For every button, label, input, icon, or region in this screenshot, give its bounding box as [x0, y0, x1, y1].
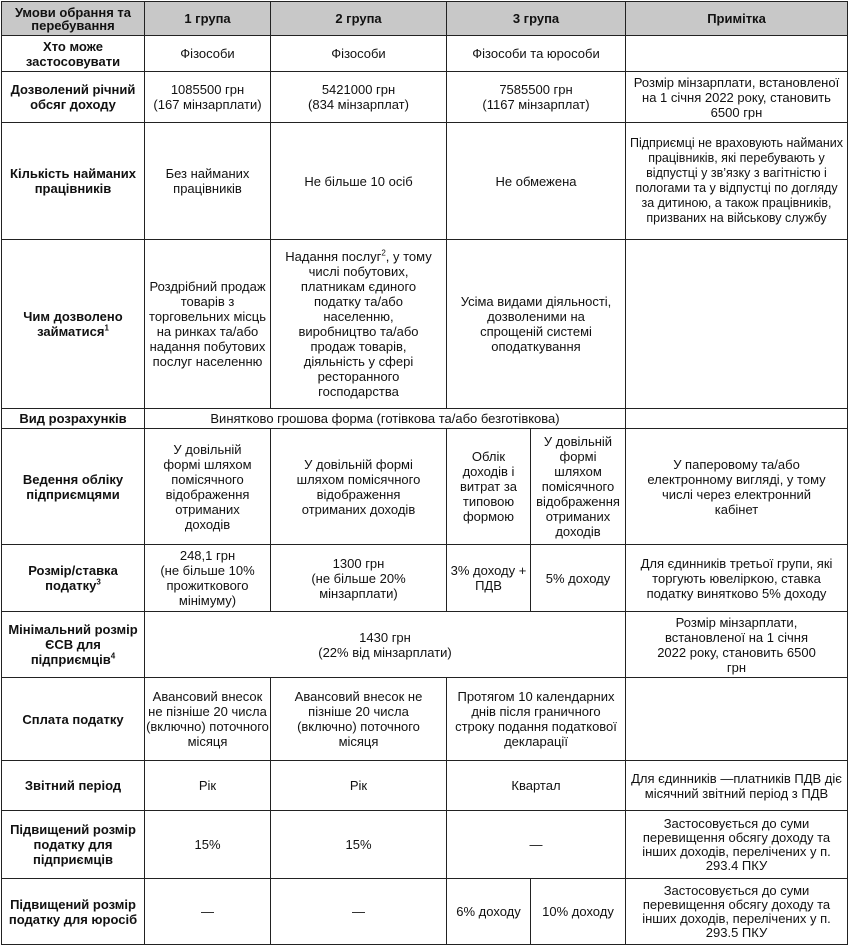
- header-group-2: 2 група: [271, 2, 447, 36]
- cell-who-g2: Фізособи: [271, 36, 447, 72]
- row-label-period: Звітний період: [2, 761, 145, 811]
- footnote-mark: 2: [381, 248, 386, 258]
- cell-higher-legal-g3a: 6% доходу: [447, 879, 531, 945]
- row-label-accounting: Ведення обліку підприємцями: [2, 429, 145, 545]
- cell-rate-g3b: 5% доходу: [531, 545, 626, 612]
- cell-payment-note: [626, 678, 848, 761]
- cell-period-note: Для єдинників —платників ПДВ діє місячний звітний період з ПДВ: [626, 761, 848, 811]
- cell-accounting-note: У паперовому та/або електронному вигляді, у тому числі через електронний кабінет: [626, 429, 848, 545]
- cell-higher-legal-g3b: 10% доходу: [531, 879, 626, 945]
- header-group-3: 3 група: [447, 2, 626, 36]
- cell-rate-g2: 1300 грн (не більше 20% мінзарплати): [271, 545, 447, 612]
- header-note: Примітка: [626, 2, 848, 36]
- row-label-employees: Кількість найманих працівників: [2, 123, 145, 240]
- cell-period-g2: Рік: [271, 761, 447, 811]
- cell-activity-g2: [271, 240, 447, 409]
- footnote-mark: 4: [110, 651, 116, 661]
- row-label-higher-entrepreneurs: Підвищений розмір податку для підприємців: [2, 811, 145, 879]
- row-activity: [2, 240, 848, 409]
- footnote-mark: 1: [104, 323, 109, 333]
- row-who: [2, 36, 848, 72]
- row-period: [2, 761, 848, 811]
- cell-higher-entrepreneurs-g2: 15%: [271, 811, 447, 879]
- cell-period-g3: Квартал: [447, 761, 626, 811]
- cell-payment-g1: Авансовий внесок не пізніше 20 числа (включно) поточного місяця: [145, 678, 271, 761]
- row-accounting: [2, 429, 848, 545]
- cell-employees-g2: Не більше 10 осіб: [271, 123, 447, 240]
- row-esv: [2, 612, 848, 678]
- row-label-rate: [2, 545, 145, 612]
- row-label-who: Хто може застосовувати: [2, 36, 145, 72]
- tax-groups-table: [1, 1, 848, 945]
- cell-accounting-g1: У довільній формі шляхом помісячного відображення отриманих доходів: [145, 429, 271, 545]
- cell-who-g3: Фізособи та юрособи: [447, 36, 626, 72]
- cell-esv-note: Розмір мінзарплати, встановленої на 1 січня 2022 року, становить 6500 грн: [626, 612, 848, 678]
- cell-higher-legal-note: Застосовується до суми перевищення обсягу доходу та інших доходів, перелічених у п. 293.5 ПКУ: [626, 879, 848, 945]
- cell-income-g3: 7585500 грн (1167 мінзарплат): [447, 72, 626, 123]
- row-label-settlement: Вид розрахунків: [2, 409, 145, 429]
- row-higher-entrepreneurs: [2, 811, 848, 879]
- header-conditions: Умови обрання та перебування: [2, 2, 145, 36]
- row-label-income: Дозволений річний обсяг доходу: [2, 72, 145, 123]
- cell-activity-note: [626, 240, 848, 409]
- cell-esv-value: 1430 грн (22% від мінзарплати): [145, 612, 626, 678]
- row-higher-legal: [2, 879, 848, 945]
- cell-activity-g1: Роздрібний продаж товарів з торговельних місць на ринках та/або надання побутових послуг населенню: [145, 240, 271, 409]
- cell-higher-entrepreneurs-g1: 15%: [145, 811, 271, 879]
- row-employees: [2, 123, 848, 240]
- row-label-esv-text: Мінімальний розмір ЄСВ для підприємців: [8, 622, 138, 667]
- cell-who-note: [626, 36, 848, 72]
- row-label-activity: [2, 240, 145, 409]
- row-settlement: [2, 409, 848, 429]
- cell-rate-g1: 248,1 грн (не більше 10% прожиткового мінімуму): [145, 545, 271, 612]
- cell-income-note: Розмір мінзарплати, встановленої на 1 січня 2022 року, становить 6500 грн: [626, 72, 848, 123]
- cell-income-g1: 1085500 грн (167 мінзарплати): [145, 72, 271, 123]
- row-label-activity-text: Чим дозволено займатися: [23, 309, 123, 339]
- cell-accounting-g3a: Облік доходів і витрат за типовою формою: [447, 429, 531, 545]
- cell-higher-entrepreneurs-g3: —: [447, 811, 626, 879]
- cell-period-g1: Рік: [145, 761, 271, 811]
- cell-higher-legal-g2: —: [271, 879, 447, 945]
- cell-activity-g3: Усіма видами діяльності, дозволеними на спрощеній системі оподаткування: [447, 240, 626, 409]
- cell-who-g1: Фізособи: [145, 36, 271, 72]
- cell-higher-legal-g1: —: [145, 879, 271, 945]
- header-group-1: 1 група: [145, 2, 271, 36]
- cell-accounting-g3b: У довільній формі шляхом помісячного відображення отриманих доходів: [531, 429, 626, 545]
- cell-activity-g2-text-b: , у тому числі побутових, платникам єдиного податку та/або населенню, виробництво та/або продаж товарів, діяльність у сфері ресторанного господарства: [298, 249, 432, 399]
- cell-employees-g1: Без найманих працівників: [145, 123, 271, 240]
- cell-activity-g2-text-a: Надання послуг: [285, 249, 382, 264]
- row-label-rate-text: Розмір/ставка податку: [28, 563, 118, 593]
- footnote-mark: 3: [96, 577, 101, 587]
- cell-payment-g2: Авансовий внесок не пізніше 20 числа (включно) поточного місяця: [271, 678, 447, 761]
- row-income: [2, 72, 848, 123]
- cell-accounting-g2: У довільній формі шляхом помісячного відображення отриманих доходів: [271, 429, 447, 545]
- cell-employees-g3: Не обмежена: [447, 123, 626, 240]
- cell-rate-g3a: 3% доходу + ПДВ: [447, 545, 531, 612]
- cell-settlement-note: [626, 409, 848, 429]
- cell-employees-note: Підприємці не враховують найманих працівників, які перебувають у відпустці у зв’язку з вагітністю і пологами та у відпустці по догляду за дитиною, а також працівників, призваних на військову службу: [626, 123, 848, 240]
- row-label-payment: Сплата податку: [2, 678, 145, 761]
- row-label-higher-legal: Підвищений розмір податку для юросіб: [2, 879, 145, 945]
- cell-rate-note: Для єдинників третьої групи, які торгують ювелірκою, ставка податку винятково 5% доходу: [626, 545, 848, 612]
- row-payment: [2, 678, 848, 761]
- row-rate: [2, 545, 848, 612]
- row-label-esv: [2, 612, 145, 678]
- header-row: [2, 2, 848, 36]
- cell-income-g2: 5421000 грн (834 мінзарплат): [271, 72, 447, 123]
- cell-settlement-value: Винятково грошова форма (готівкова та/або безготівкова): [145, 409, 626, 429]
- cell-payment-g3: Протягом 10 календарних днів після граничного строку подання податкової декларації: [447, 678, 626, 761]
- cell-higher-entrepreneurs-note: Застосовується до суми перевищення обсягу доходу та інших доходів, перелічених у п. 293.4 ПКУ: [626, 811, 848, 879]
